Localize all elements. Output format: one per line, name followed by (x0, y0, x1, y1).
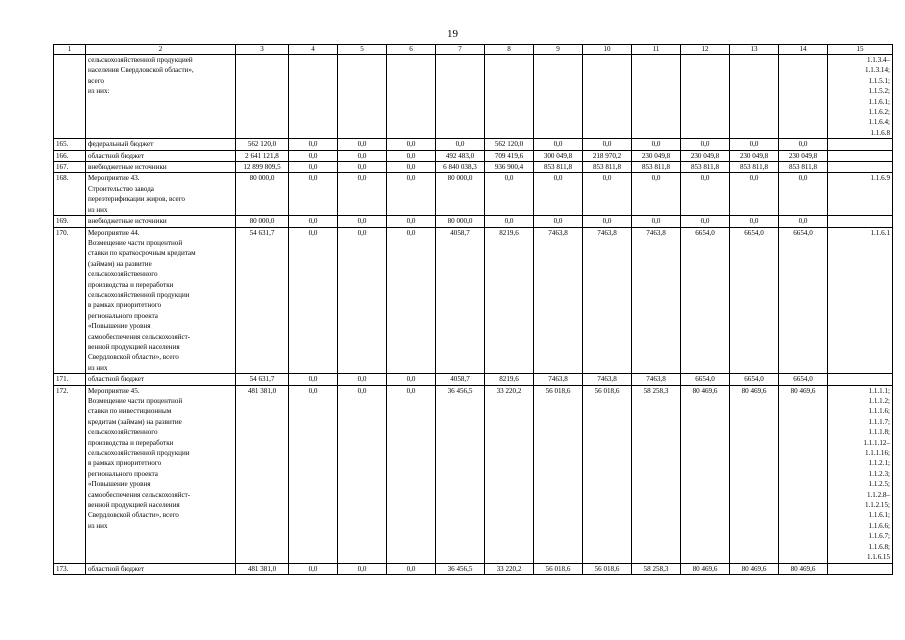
value-cell: 0,0 (338, 150, 387, 161)
row-name: внебюджетные источники (86, 216, 236, 227)
column-header: 8 (485, 45, 534, 55)
value-cell: 0,0 (779, 139, 828, 150)
table-row (54, 374, 893, 385)
row-number: 168. (54, 173, 86, 216)
row-name: областной бюджет (86, 150, 236, 161)
value-cell: 2 641 121,8 (236, 150, 289, 161)
value-cell: 56 018,6 (583, 385, 632, 563)
value-cell: 481 381,0 (236, 563, 289, 574)
value-cell: 0,0 (387, 139, 436, 150)
row-number (54, 55, 86, 139)
value-cell: 0,0 (632, 173, 681, 216)
value-cell: 0,0 (387, 374, 436, 385)
value-cell: 0,0 (730, 139, 779, 150)
value-cell (779, 55, 828, 139)
value-cell: 0,0 (338, 563, 387, 574)
column-header: 15 (828, 45, 893, 55)
value-cell: 54 631,7 (236, 227, 289, 374)
value-cell: 6654,0 (730, 227, 779, 374)
value-cell: 36 456,5 (436, 563, 485, 574)
row-number: 172. (54, 385, 86, 563)
value-cell: 6654,0 (730, 374, 779, 385)
value-cell: 481 381,0 (236, 385, 289, 563)
value-cell: 0,0 (338, 216, 387, 227)
column-header: 4 (289, 45, 338, 55)
value-cell: 0,0 (289, 150, 338, 161)
value-cell: 709 419,6 (485, 150, 534, 161)
value-cell: 33 220,2 (485, 563, 534, 574)
value-cell: 562 120,0 (236, 139, 289, 150)
value-cell: 0,0 (338, 139, 387, 150)
value-cell: 853 811,8 (534, 162, 583, 173)
value-cell: 6654,0 (779, 227, 828, 374)
table-row (54, 162, 893, 173)
value-cell: 80 000,0 (236, 173, 289, 216)
value-cell: 80 469,6 (681, 385, 730, 563)
row-number: 170. (54, 227, 86, 374)
value-cell: 0,0 (779, 173, 828, 216)
value-cell: 0,0 (779, 216, 828, 227)
value-cell: 853 811,8 (681, 162, 730, 173)
value-cell: 0,0 (289, 374, 338, 385)
value-cell: 230 049,8 (779, 150, 828, 161)
column-header: 1 (54, 45, 86, 55)
column-header: 6 (387, 45, 436, 55)
value-cell: 6654,0 (681, 374, 730, 385)
value-cell: 0,0 (583, 139, 632, 150)
value-cell: 562 120,0 (485, 139, 534, 150)
value-cell: 7463,8 (583, 227, 632, 374)
target-refs (828, 139, 893, 150)
target-refs (828, 374, 893, 385)
value-cell: 7463,8 (583, 374, 632, 385)
value-cell: 0,0 (289, 385, 338, 563)
row-number: 169. (54, 216, 86, 227)
value-cell: 0,0 (485, 216, 534, 227)
value-cell: 492 483,0 (436, 150, 485, 161)
value-cell: 58 258,3 (632, 563, 681, 574)
value-cell: 0,0 (632, 216, 681, 227)
value-cell: 0,0 (583, 216, 632, 227)
value-cell: 0,0 (534, 139, 583, 150)
value-cell: 80 000,0 (436, 216, 485, 227)
value-cell: 0,0 (387, 162, 436, 173)
value-cell: 230 049,8 (681, 150, 730, 161)
value-cell: 54 631,7 (236, 374, 289, 385)
value-cell: 56 018,6 (534, 385, 583, 563)
value-cell: 7463,8 (632, 227, 681, 374)
row-name: внебюджетные источники (86, 162, 236, 173)
value-cell: 0,0 (338, 374, 387, 385)
target-refs: 1.1.1.1; 1.1.1.2; 1.1.1.6; 1.1.1.7; 1.1.1.8; 1.1.1.12– 1.1.1.16; 1.1.2.1; 1.1.2.3; 1.1.2.5; 1.1.2.8– 1.1.2.15; 1.1.6.1; 1.1.6.6; 1.1.6.7; 1.1.6.8; 1.1.6.15 (828, 385, 893, 563)
column-header: 12 (681, 45, 730, 55)
target-refs (828, 162, 893, 173)
row-number: 167. (54, 162, 86, 173)
target-refs: 1.1.3.4– 1.1.3.14; 1.1.5.1; 1.1.5.2; 1.1.6.1; 1.1.6.2; 1.1.6.4; 1.1.6.8 (828, 55, 893, 139)
value-cell: 853 811,8 (730, 162, 779, 173)
column-header: 10 (583, 45, 632, 55)
table-row (54, 563, 893, 574)
table-row (54, 55, 893, 139)
value-cell: 218 970,2 (583, 150, 632, 161)
column-header: 11 (632, 45, 681, 55)
value-cell: 8219,6 (485, 227, 534, 374)
target-refs (828, 150, 893, 161)
value-cell: 0,0 (632, 139, 681, 150)
value-cell: 0,0 (387, 227, 436, 374)
value-cell: 0,0 (534, 216, 583, 227)
value-cell: 0,0 (289, 227, 338, 374)
row-name: Мероприятие 45. Возмещение части процентной ставки по инвестиционным кредитам (займам) на развитие сельскохозяйственного производства и переработки сельскохозяйственной продукции в рамках приоритетного регионального проекта «Повышение уровня самообеспечения сельскохозяйст- венной продукцией населения Свердловской области», всего из них (86, 385, 236, 563)
target-refs: 1.1.6.1 (828, 227, 893, 374)
value-cell: 0,0 (730, 173, 779, 216)
value-cell: 0,0 (730, 216, 779, 227)
table-row (54, 139, 893, 150)
value-cell: 80 469,6 (730, 385, 779, 563)
value-cell: 7463,8 (534, 374, 583, 385)
target-refs (828, 216, 893, 227)
value-cell (436, 55, 485, 139)
value-cell: 0,0 (289, 139, 338, 150)
value-cell: 8219,6 (485, 374, 534, 385)
value-cell (632, 55, 681, 139)
page-number: 19 (447, 28, 458, 40)
target-refs (828, 563, 893, 574)
row-number: 165. (54, 139, 86, 150)
value-cell: 80 000,0 (436, 173, 485, 216)
budget-table (53, 44, 893, 575)
value-cell: 0,0 (681, 139, 730, 150)
value-cell: 4058,7 (436, 227, 485, 374)
value-cell: 300 049,8 (534, 150, 583, 161)
value-cell (681, 55, 730, 139)
row-name: федеральный бюджет (86, 139, 236, 150)
value-cell (338, 55, 387, 139)
value-cell: 0,0 (387, 173, 436, 216)
value-cell: 0,0 (289, 216, 338, 227)
value-cell: 0,0 (485, 173, 534, 216)
column-header: 9 (534, 45, 583, 55)
value-cell: 36 456,5 (436, 385, 485, 563)
value-cell: 936 900,4 (485, 162, 534, 173)
row-name: сельскохозяйственной продукцией населения Свердловской области», всего из них: (86, 55, 236, 139)
table-row (54, 216, 893, 227)
value-cell: 0,0 (387, 216, 436, 227)
value-cell (236, 55, 289, 139)
value-cell: 80 469,6 (779, 563, 828, 574)
value-cell (534, 55, 583, 139)
column-header: 14 (779, 45, 828, 55)
value-cell: 0,0 (387, 385, 436, 563)
row-name: областной бюджет (86, 563, 236, 574)
value-cell: 0,0 (289, 563, 338, 574)
value-cell: 4058,7 (436, 374, 485, 385)
value-cell (730, 55, 779, 139)
value-cell: 80 469,6 (681, 563, 730, 574)
value-cell: 0,0 (681, 173, 730, 216)
value-cell: 0,0 (289, 173, 338, 216)
value-cell: 33 220,2 (485, 385, 534, 563)
column-header: 3 (236, 45, 289, 55)
value-cell: 80 469,6 (779, 385, 828, 563)
value-cell: 853 811,8 (632, 162, 681, 173)
row-name: Мероприятие 44. Возмещение части процентной ставки по краткосрочным кредитам (займам) на развитие сельскохозяйственного производства и переработки сельскохозяйственной продукции в рамках приоритетного регионального проекта «Повышение уровня самообеспечения сельскохозяйст- венной продукцией населения Свердловской области», всего из них (86, 227, 236, 374)
value-cell: 853 811,8 (779, 162, 828, 173)
value-cell: 56 018,6 (583, 563, 632, 574)
table-header-row (54, 45, 893, 55)
value-cell: 0,0 (436, 139, 485, 150)
value-cell: 0,0 (338, 173, 387, 216)
value-cell: 80 000,0 (236, 216, 289, 227)
row-number: 166. (54, 150, 86, 161)
value-cell (387, 55, 436, 139)
column-header: 13 (730, 45, 779, 55)
value-cell: 56 018,6 (534, 563, 583, 574)
value-cell (485, 55, 534, 139)
value-cell: 0,0 (338, 162, 387, 173)
table-row (54, 173, 893, 216)
value-cell: 6654,0 (779, 374, 828, 385)
row-name: областной бюджет (86, 374, 236, 385)
value-cell: 0,0 (338, 227, 387, 374)
value-cell: 0,0 (583, 173, 632, 216)
value-cell: 0,0 (387, 563, 436, 574)
value-cell: 7463,8 (632, 374, 681, 385)
value-cell: 0,0 (289, 162, 338, 173)
value-cell: 0,0 (387, 150, 436, 161)
value-cell: 80 469,6 (730, 563, 779, 574)
value-cell: 6654,0 (681, 227, 730, 374)
row-number: 173. (54, 563, 86, 574)
value-cell: 230 049,8 (632, 150, 681, 161)
value-cell: 6 840 038,3 (436, 162, 485, 173)
value-cell: 58 258,3 (632, 385, 681, 563)
value-cell (289, 55, 338, 139)
value-cell: 0,0 (534, 173, 583, 216)
value-cell: 0,0 (338, 385, 387, 563)
column-header: 7 (436, 45, 485, 55)
target-refs: 1.1.6.9 (828, 173, 893, 216)
table-row (54, 385, 893, 563)
table-row (54, 150, 893, 161)
column-header: 2 (86, 45, 236, 55)
value-cell: 230 049,8 (730, 150, 779, 161)
value-cell: 7463,8 (534, 227, 583, 374)
value-cell (583, 55, 632, 139)
row-name: Мероприятие 43. Строительство завода переэтерификации жиров, всего из них (86, 173, 236, 216)
value-cell: 12 899 809,5 (236, 162, 289, 173)
value-cell: 853 811,8 (583, 162, 632, 173)
column-header: 5 (338, 45, 387, 55)
row-number: 171. (54, 374, 86, 385)
table-row (54, 227, 893, 374)
value-cell: 0,0 (681, 216, 730, 227)
